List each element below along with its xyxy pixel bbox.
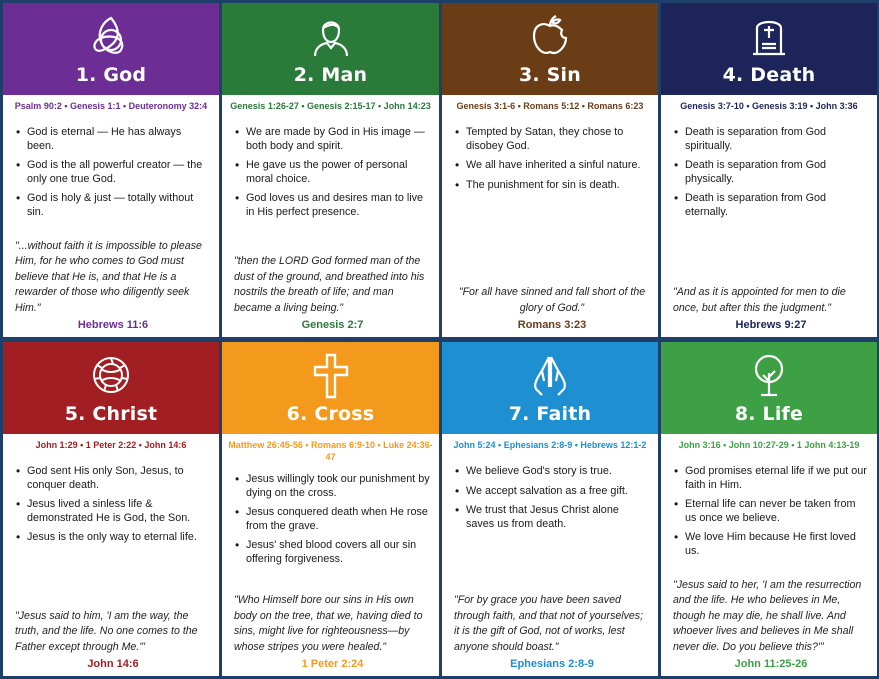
card-header bbox=[3, 342, 219, 434]
points-list bbox=[673, 126, 869, 225]
point-item: • We trust that Jesus Christ alone saves us from death. bbox=[454, 504, 650, 531]
scripture-refs: John 3:16 • John 10:27-29 • 1 John 4:13-19 bbox=[678, 440, 860, 450]
point-item: • God promises eternal life if we put our faith in Him. bbox=[673, 465, 869, 492]
card-body bbox=[3, 455, 219, 676]
card-sin bbox=[442, 3, 658, 337]
crown-of-thorns-icon bbox=[87, 351, 135, 399]
card-god bbox=[3, 3, 219, 337]
verse-reference: Hebrews 9:27 bbox=[735, 319, 807, 331]
point-item: • We accept salvation as a free gift. bbox=[454, 485, 650, 499]
card-life bbox=[661, 342, 877, 676]
trinity-knot-icon bbox=[87, 12, 135, 60]
tombstone-icon bbox=[745, 12, 793, 60]
scripture-quote: "Jesus said to him, 'I am the way, the truth, and the life. No one comes to the Father except through Me.'" bbox=[15, 609, 198, 653]
point-item: • God is eternal — He has always been. bbox=[15, 126, 211, 153]
card-title: 2. Man bbox=[293, 64, 368, 86]
verse-reference: Hebrews 11:6 bbox=[77, 319, 149, 331]
point-item: • Death is separation from God eternally. bbox=[673, 192, 869, 219]
card-body bbox=[222, 116, 439, 337]
card-header bbox=[442, 342, 658, 434]
scripture-refs: John 5:24 • Ephesians 2:8-9 • Hebrews 12:1-2 bbox=[453, 440, 647, 450]
card-body bbox=[3, 116, 219, 337]
card-man bbox=[222, 3, 439, 337]
card-header bbox=[442, 3, 658, 95]
point-item: • We believe God's story is true. bbox=[454, 465, 650, 479]
card-body bbox=[442, 116, 658, 337]
scripture-refs: John 1:29 • 1 Peter 2:22 • John 14:6 bbox=[35, 440, 187, 450]
point-item: • Jesus willingly took our punishment by dying on the cross. bbox=[234, 473, 431, 500]
point-item: • God sent His only Son, Jesus, to conquer death. bbox=[15, 465, 211, 492]
gospel-cards-grid bbox=[3, 3, 876, 676]
point-item: • Jesus conquered death when He rose from the grave. bbox=[234, 506, 431, 533]
scripture-quote: "And as it is appointed for men to die once, but after this the judgment." bbox=[673, 286, 846, 314]
verse-reference: John 14:6 bbox=[87, 658, 139, 670]
card-faith bbox=[442, 342, 658, 676]
card-header bbox=[3, 3, 219, 95]
point-item: • We all have inherited a sinful nature. bbox=[454, 159, 650, 173]
bitten-apple-icon bbox=[526, 12, 574, 60]
point-item: • Jesus lived a sinless life & demonstrated He is God, the Son. bbox=[15, 498, 211, 525]
point-item: • Eternal life can never be taken from us once we believe. bbox=[673, 498, 869, 525]
person-icon bbox=[307, 12, 355, 60]
card-cross bbox=[222, 342, 439, 676]
point-item: • God loves us and desires man to live in His perfect presence. bbox=[234, 192, 431, 219]
card-body bbox=[442, 455, 658, 676]
verse-reference: Ephesians 2:8-9 bbox=[510, 658, 594, 670]
point-item: • The punishment for sin is death. bbox=[454, 179, 650, 193]
points-list bbox=[15, 126, 211, 225]
scripture-refs: Genesis 3:1-6 • Romans 5:12 • Romans 6:23 bbox=[456, 101, 644, 111]
scripture-refs: Genesis 1:26-27 • Genesis 2:15-17 • John 14:23 bbox=[230, 101, 431, 111]
scripture-refs: Psalm 90:2 • Genesis 1:1 • Deuteronomy 32:4 bbox=[14, 101, 208, 111]
card-title: 1. God bbox=[75, 64, 147, 86]
card-header bbox=[661, 342, 877, 434]
point-item: • God is holy & just — totally without sin. bbox=[15, 192, 211, 219]
card-christ bbox=[3, 342, 219, 676]
praying-hands-icon bbox=[526, 351, 574, 399]
card-title: 6. Cross bbox=[286, 403, 375, 425]
scripture-quote: "For by grace you have been saved through faith, and that not of yourselves; it is the gift of God, not of works, lest anyone should boast." bbox=[454, 594, 644, 653]
point-item: • We are made by God in His image — both body and spirit. bbox=[234, 126, 431, 153]
scripture-quote: "then the LORD God formed man of the dust of the ground, and breathed into his nostrils the breath of life; and man became a living being." bbox=[234, 255, 425, 314]
point-item: • He gave us the power of personal moral choice. bbox=[234, 159, 431, 186]
scripture-refs: Genesis 3:7-10 • Genesis 3:19 • John 3:36 bbox=[680, 101, 858, 111]
verse-reference: 1 Peter 2:24 bbox=[301, 658, 364, 670]
card-body bbox=[661, 116, 877, 337]
cross-icon bbox=[307, 351, 355, 399]
points-list bbox=[673, 465, 869, 564]
point-item: • God is the all powerful creator — the only one true God. bbox=[15, 159, 211, 186]
point-item: • We love Him because He first loved us. bbox=[673, 531, 869, 558]
card-title: 7. Faith bbox=[508, 403, 592, 425]
points-list bbox=[234, 126, 431, 225]
point-item: • Jesus' shed blood covers all our sin offering forgiveness. bbox=[234, 539, 431, 566]
scripture-quote: "Who Himself bore our sins in His own body on the tree, that we, having died to sins, might live for righteousness—by whose stripes you were healed." bbox=[234, 594, 423, 653]
card-title: 8. Life bbox=[734, 403, 804, 425]
card-title: 4. Death bbox=[722, 64, 816, 86]
card-title: 5. Christ bbox=[64, 403, 158, 425]
scripture-quote: "...without faith it is impossible to please Him, for he who comes to God must believe that He is, and that He is a rewarder of those who diligently seek Him." bbox=[15, 239, 202, 314]
card-body bbox=[222, 463, 439, 676]
point-item: • Death is separation from God spiritually. bbox=[673, 126, 869, 153]
point-item: • Death is separation from God physically. bbox=[673, 159, 869, 186]
points-list bbox=[15, 465, 211, 551]
points-list bbox=[454, 126, 650, 198]
card-header bbox=[222, 342, 439, 434]
verse-reference: Romans 3:23 bbox=[517, 319, 587, 331]
card-title: 3. Sin bbox=[519, 64, 581, 86]
points-list bbox=[454, 465, 650, 537]
point-item: • Tempted by Satan, they chose to disobey God. bbox=[454, 126, 650, 153]
scripture-quote: "Jesus said to her, 'I am the resurrection and the life. He who believes in Me, though he may die, he shall live. And whoever lives and believes in Me shall never die. Do you believe this?'" bbox=[673, 578, 862, 653]
card-header bbox=[222, 3, 439, 95]
points-list bbox=[234, 473, 431, 572]
card-body bbox=[661, 455, 877, 676]
scripture-quote: "For all have sinned and fall short of the glory of God." bbox=[458, 286, 646, 314]
verse-reference: John 11:25-26 bbox=[734, 658, 808, 670]
tree-icon bbox=[745, 351, 793, 399]
card-death bbox=[661, 3, 877, 337]
scripture-refs: Matthew 26:45-56 • Romans 6:9-10 • Luke 24:36-47 bbox=[228, 440, 433, 462]
point-item: • Jesus is the only way to eternal life. bbox=[15, 531, 211, 545]
verse-reference: Genesis 2:7 bbox=[301, 319, 364, 331]
card-header bbox=[661, 3, 877, 95]
